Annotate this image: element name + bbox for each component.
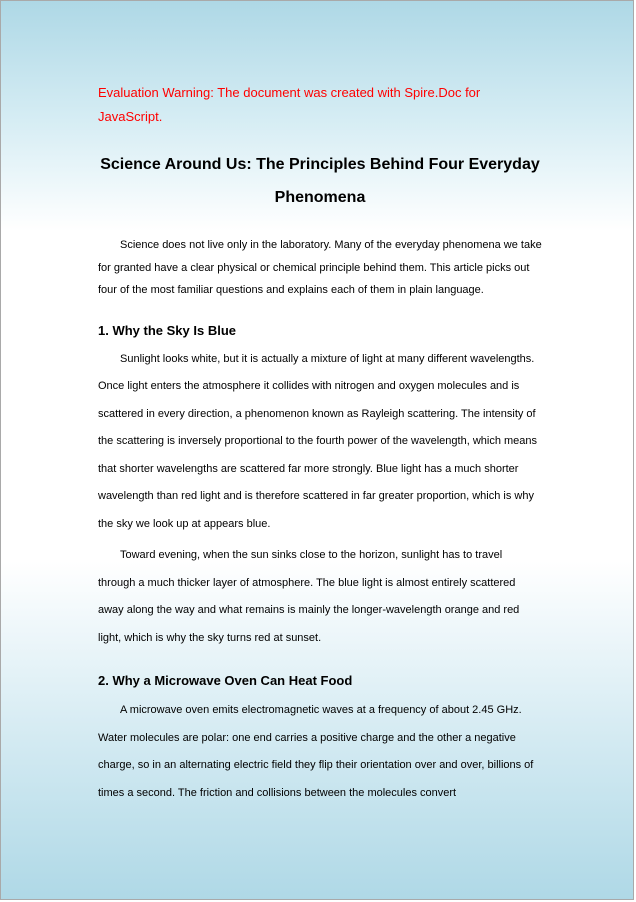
document-title: Science Around Us: The Principles Behind Four Everyday Phenomena: [100, 156, 540, 206]
section-heading: 2. Why a Microwave Oven Can Heat Food: [98, 673, 353, 688]
document-content: [98, 81, 542, 807]
section-heading: 1. Why the Sky Is Blue: [98, 322, 236, 338]
intro-paragraph: Science does not live only in the laboratory. Many of the everyday phenomena we take for granted have a clear physical or chemical principle behind them. This article picks out four of the most familiar questions and explains each of them in plain language.: [98, 239, 542, 296]
evaluation-warning: Evaluation Warning: The document was created with Spire.Doc for JavaScript.: [98, 85, 481, 124]
body-paragraph: Toward evening, when the sun sinks close to the horizon, sunlight has to travel through a much thicker layer of atmosphere. The blue light is almost entirely scattered away along the way and what remains is mainly the longer-wavelength orange and red light, which is why the sky turns red at sunset.: [98, 549, 520, 644]
body-paragraph: A microwave oven emits electromagnetic waves at a frequency of about 2.45 GHz. Water molecules are polar: one end carries a positive charge and the other a negative charge, so in an alternating electric field they flip their orientation over and over, billions of times a second. The friction and collisions between the molecules convert: [98, 704, 534, 799]
body-paragraph: Sunlight looks white, but it is actually a mixture of light at many different wavelengths. Once light enters the atmosphere it collides with nitrogen and oxygen molecules and is scattered in every direction, a phenomenon known as Rayleigh scattering. The intensity of the scattering is inversely proportional to the fourth power of the wavelength, which means that shorter wavelengths are scattered far more strongly. Blue light has a much shorter wavelength than red light and is therefore scattered in far greater proportion, which is why the sky we look up at appears blue.: [98, 352, 538, 530]
